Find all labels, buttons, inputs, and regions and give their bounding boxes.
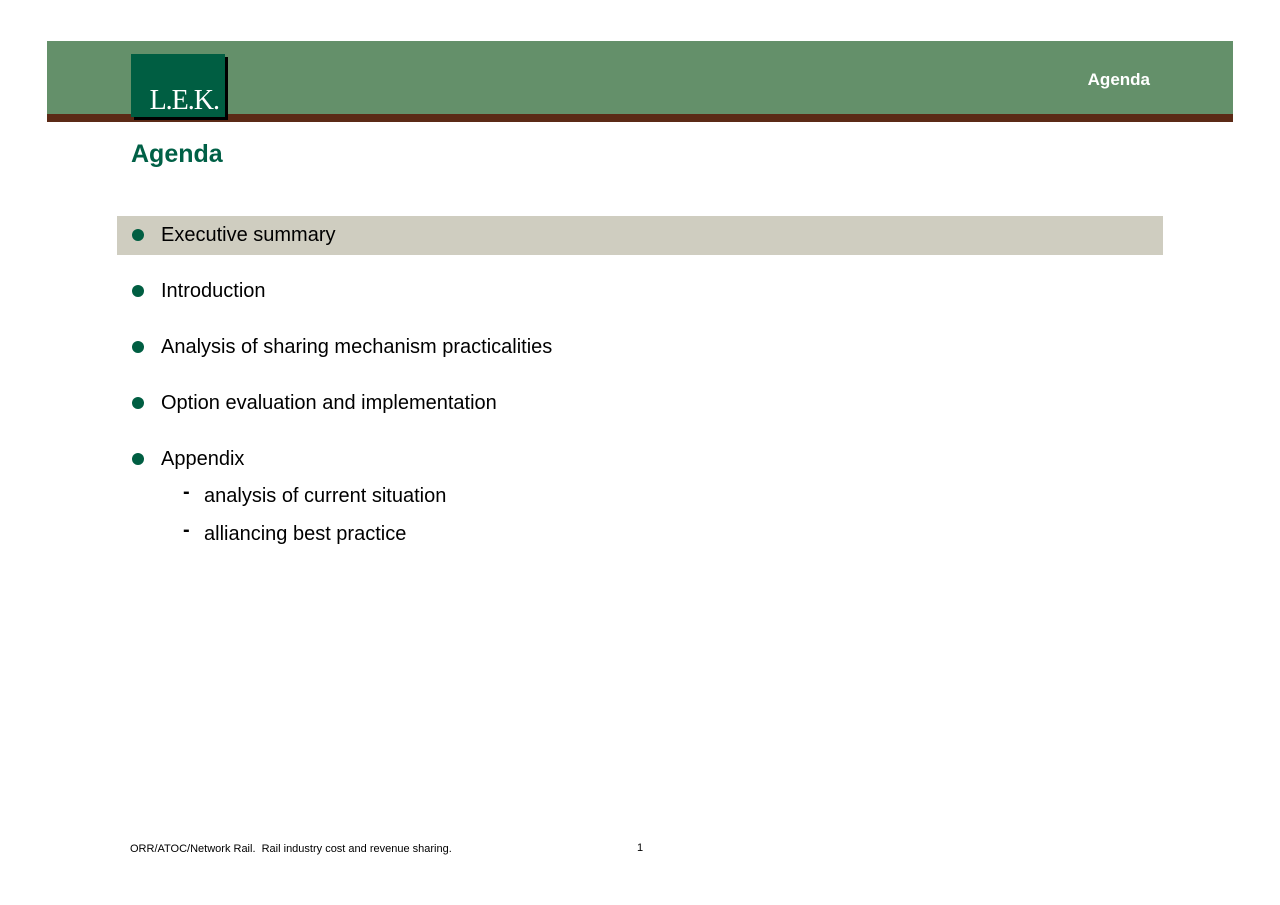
page-title: Agenda	[131, 140, 223, 168]
agenda-item-label: Appendix	[161, 448, 245, 470]
agenda-item-label: Executive summary	[161, 224, 336, 246]
logo-text: L.E.K.	[149, 85, 219, 116]
agenda-item-option-evaluation[interactable]	[117, 384, 1163, 423]
agenda-item-label: Introduction	[161, 280, 266, 302]
dash-icon: -	[183, 481, 190, 503]
agenda-item-introduction[interactable]	[117, 272, 1163, 311]
bullet-icon	[132, 397, 144, 409]
header-section-label: Agenda	[1087, 70, 1150, 89]
bullet-icon	[132, 341, 144, 353]
agenda-item-analysis[interactable]	[117, 328, 1163, 367]
dash-icon: -	[183, 519, 190, 541]
agenda-item-label: Option evaluation and implementation	[161, 392, 497, 414]
appendix-subitem-label: analysis of current situation	[204, 485, 447, 507]
agenda-item-executive-summary[interactable]	[117, 216, 1163, 255]
agenda-item-label: Analysis of sharing mechanism practicalities	[161, 336, 553, 358]
bullet-icon	[132, 229, 144, 241]
bullet-icon	[132, 285, 144, 297]
bullet-icon	[132, 453, 144, 465]
appendix-subitem-alliancing[interactable]	[183, 519, 407, 546]
footer-source: ORR/ATOC/Network Rail. Rail industry cost and revenue sharing.	[130, 843, 452, 855]
page-number: 1	[637, 842, 644, 854]
appendix-subitem-current-situation[interactable]	[183, 481, 447, 508]
appendix-subitem-label: alliancing best practice	[204, 523, 407, 545]
agenda-item-appendix[interactable]	[117, 440, 1163, 479]
lek-logo	[131, 54, 225, 117]
